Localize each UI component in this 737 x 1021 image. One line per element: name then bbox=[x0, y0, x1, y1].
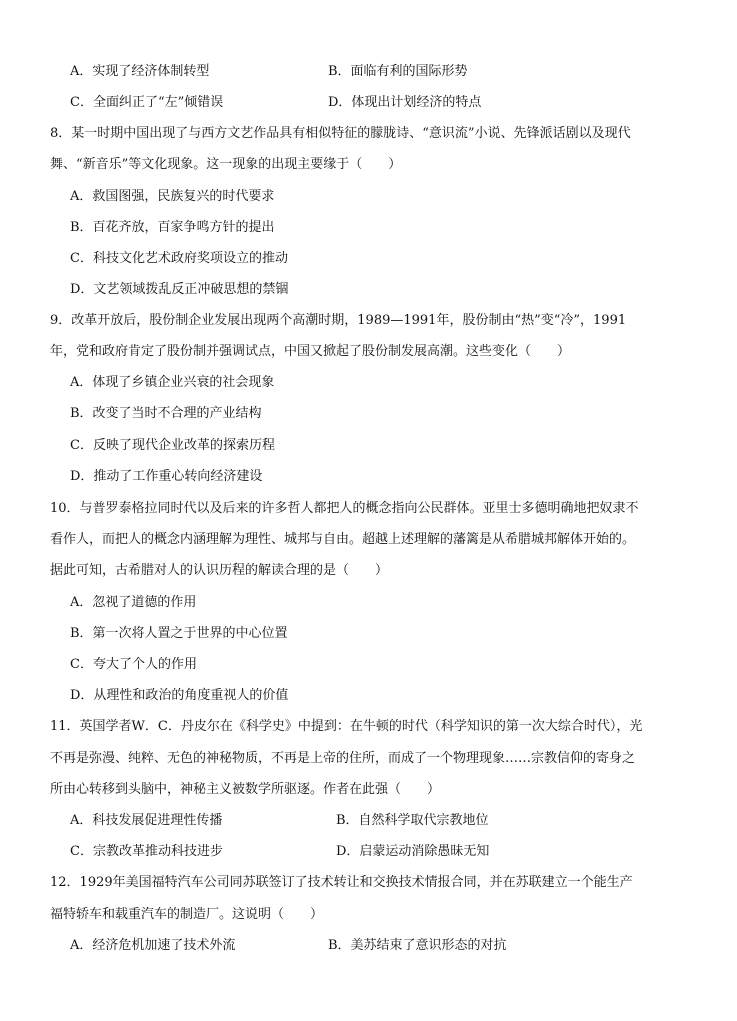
q8-option-b: B．百花齐放，百家争鸣方针的提出 bbox=[70, 220, 275, 235]
q7-option-a: A．实现了经济体制转型 bbox=[70, 64, 210, 79]
q8-option-d: D．文艺领域拨乱反正冲破思想的禁锢 bbox=[70, 282, 289, 297]
q10-option-c: C．夸大了个人的作用 bbox=[70, 657, 197, 672]
q12-option-a: A．经济危机加速了技术外流 bbox=[70, 938, 236, 953]
q12-stem-line-1: 12．1929年美国福特汽车公司同苏联签订了技术转让和交换技术情报合同，并在苏联建立一个能生产 bbox=[50, 875, 633, 890]
q10-stem-line-1: 10．与普罗泰格拉同时代以及后来的许多哲人都把人的概念指向公民群体。亚里士多德明确地把奴隶不 bbox=[50, 501, 639, 516]
q9-option-a: A．体现了乡镇企业兴衰的社会现象 bbox=[70, 375, 275, 390]
q8-stem-line-1: 8．某一时期中国出现了与西方文艺作品具有相似特征的朦胧诗、“意识流”小说、先锋派话剧以及现代 bbox=[50, 126, 631, 141]
q7-option-c: C．全面纠正了“左”倾错误 bbox=[70, 95, 224, 110]
q11-stem-line-3: 所由心转移到头脑中，神秘主义被数学所驱逐。作者在此强（ ） bbox=[50, 782, 441, 797]
q12-stem-line-2: 福特轿车和载重汽车的制造厂。这说明（ ） bbox=[50, 907, 324, 922]
q11-option-c: C．宗教改革推动科技进步 bbox=[70, 844, 223, 859]
q10-option-d: D．从理性和政治的角度重视人的价值 bbox=[70, 688, 289, 703]
q9-option-c: C．反映了现代企业改革的探索历程 bbox=[70, 438, 275, 453]
q9-option-b: B．改变了当时不合理的产业结构 bbox=[70, 406, 262, 421]
q11-option-b: B．自然科学取代宗教地位 bbox=[336, 813, 489, 828]
q8-stem-line-2: 舞、“新音乐”等文化现象。这一现象的出现主要缘于（ ） bbox=[50, 157, 402, 172]
q9-stem-line-2: 年，党和政府肯定了股份制并强调试点，中国又掀起了股份制发展高潮。这些变化（ ） bbox=[50, 344, 571, 359]
q10-stem-line-3: 据此可知，古希腊对人的认识历程的解读合理的是（ ） bbox=[50, 563, 389, 578]
q11-option-a: A．科技发展促进理性传播 bbox=[70, 813, 223, 828]
q9-stem-line-1: 9．改革开放后，股份制企业发展出现两个高潮时期，1989—1991年，股份制由“热”变“冷”，1991 bbox=[50, 313, 627, 328]
q7-option-b: B．面临有利的国际形势 bbox=[328, 64, 468, 79]
q11-stem-line-2: 不再是弥漫、纯粹、无色的神秘物质，不再是上帝的住所，而成了一个物理现象……宗教信仰的寄身之 bbox=[50, 751, 636, 766]
q11-option-d: D．启蒙运动消除愚昧无知 bbox=[336, 844, 490, 859]
q7-option-d: D．体现出计划经济的特点 bbox=[328, 95, 482, 110]
q8-option-c: C．科技文化艺术政府奖项设立的推动 bbox=[70, 251, 288, 266]
q10-option-a: A．忽视了道德的作用 bbox=[70, 595, 197, 610]
q10-stem-line-2: 看作人，而把人的概念内涵理解为理性、城邦与自由。超越上述理解的藩篱是从希腊城邦解体开始的。 bbox=[50, 532, 636, 547]
q12-option-b: B．美苏结束了意识形态的对抗 bbox=[328, 938, 507, 953]
q9-option-d: D．推动了工作重心转向经济建设 bbox=[70, 469, 263, 484]
q8-option-a: A．救国图强，民族复兴的时代要求 bbox=[70, 189, 275, 204]
q11-stem-line-1: 11．英国学者W．C．丹皮尔在《科学史》中提到：在牛顿的时代（科学知识的第一次大综合时代），光 bbox=[50, 719, 643, 734]
q10-option-b: B．第一次将人置之于世界的中心位置 bbox=[70, 626, 288, 641]
